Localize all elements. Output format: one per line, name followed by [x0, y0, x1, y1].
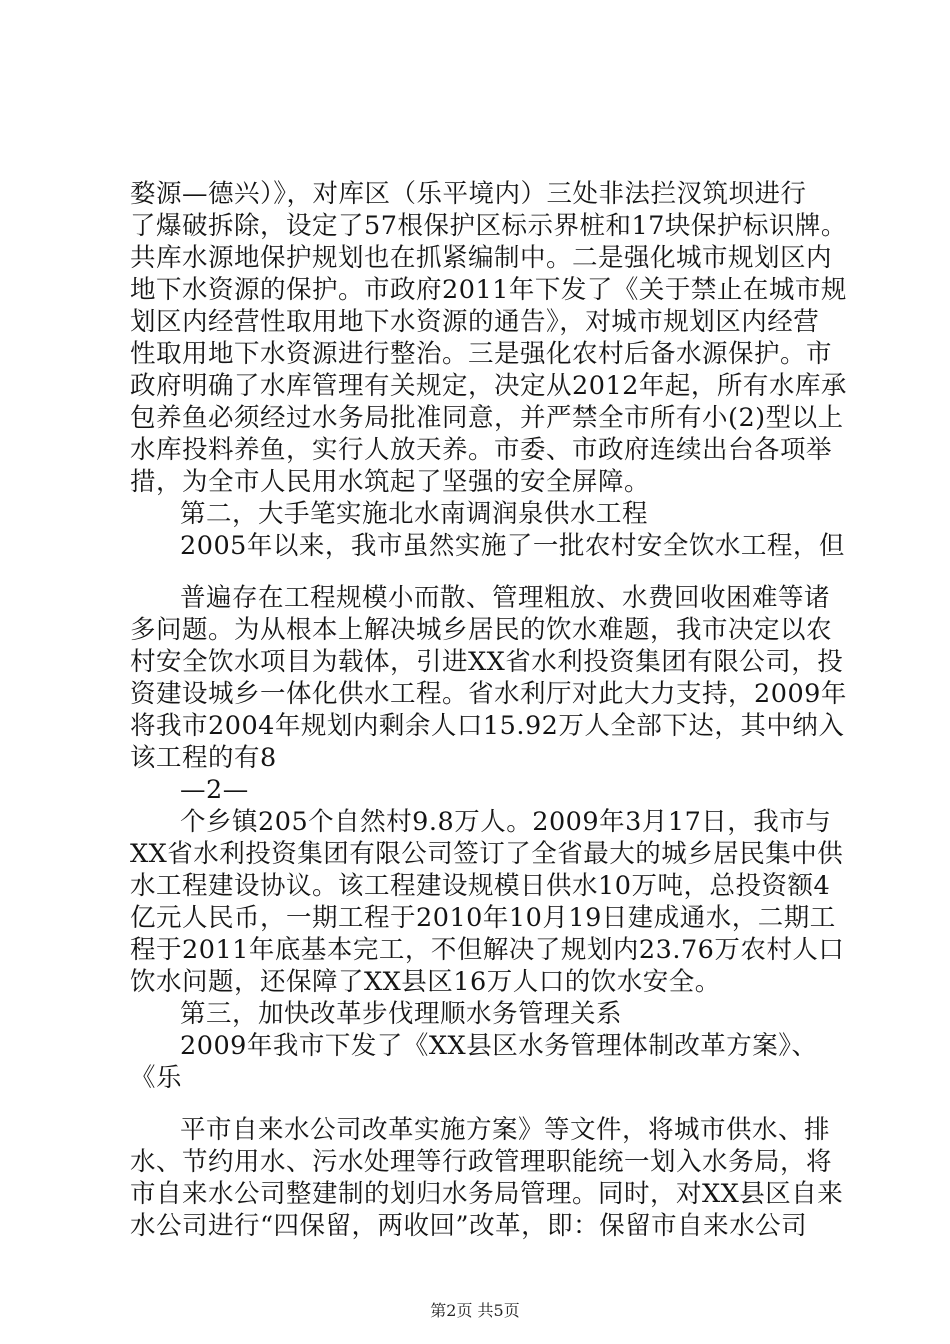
text-line: 政府明确了水库管理有关规定，决定从2012年起，所有水库承 [130, 371, 847, 401]
text-line: 了爆破拆除，设定了57根保护区标示界桩和17块保护标识牌。 [130, 211, 847, 241]
text-line: 市自来水公司整建制的划归水务局管理。同时，对XX县区自来 [130, 1179, 844, 1209]
section-heading: 第二，大手笔实施北水南调润泉供水工程 [180, 499, 649, 529]
text-line: 水、节约用水、污水处理等行政管理职能统一划入水务局，将 [130, 1147, 833, 1177]
text-line: 划区内经营性取用地下水资源的通告》，对城市规划区内经营 [130, 307, 820, 337]
text-line: 多问题。为从根本上解决城乡居民的饮水难题，我市决定以农 [130, 615, 833, 645]
text-line: 该工程的有8 [130, 743, 277, 773]
text-line: 平市自来水公司改革实施方案》等文件，将城市供水、排 [180, 1115, 831, 1145]
section-heading: 第三，加快改革步伐理顺水务管理关系 [180, 999, 623, 1029]
text-line: 村安全饮水项目为载体，引进XX省水利投资集团有限公司，投 [130, 647, 844, 677]
inline-page-number: —2— [180, 775, 249, 805]
text-line: 2005年以来，我市虽然实施了一批农村安全饮水工程，但 [180, 531, 845, 561]
text-line: 婺源—德兴）》，对库区（乐平境内）三处非法拦汊筑坝进行 [130, 179, 807, 209]
text-line: 水库投料养鱼，实行人放天养。市委、市政府连续出台各项举 [130, 435, 833, 465]
text-line: 共库水源地保护规划也在抓紧编制中。二是强化城市规划区内 [130, 243, 833, 273]
text-line: 2009年我市下发了《XX县区水务管理体制改革方案》、 [180, 1031, 818, 1061]
text-line: 《乐 [130, 1063, 183, 1093]
text-line: 水工程建设协议。该工程建设规模日供水10万吨，总投资额4 [130, 871, 831, 901]
text-line: 饮水问题，还保障了XX县区16万人口的饮水安全。 [130, 967, 721, 997]
text-line: 将我市2004年规划内剩余人口15.92万人全部下达，其中纳入 [130, 711, 845, 741]
text-line: 水公司进行“四保留，两收回”改革，即：保留市自来水公司 [130, 1211, 808, 1241]
text-line: 资建设城乡一体化供水工程。省水利厅对此大力支持，2009年 [130, 679, 847, 709]
page-footer: 第2页 共5页 [430, 1301, 520, 1320]
text-line: 措，为全市人民用水筑起了坚强的安全屏障。 [130, 467, 651, 497]
text-line: XX省水利投资集团有限公司签订了全省最大的城乡居民集中供 [130, 839, 844, 869]
text-line: 亿元人民币，一期工程于2010年10月19日建成通水，二期工 [130, 903, 836, 933]
text-line: 个乡镇205个自然村9.8万人。2009年3月17日，我市与 [180, 807, 832, 837]
text-line: 地下水资源的保护。市政府2011年下发了《关于禁止在城市规 [130, 275, 847, 305]
text-line: 程于2011年底基本完工，不但解决了规划内23.76万农村人口 [130, 935, 845, 965]
text-line: 性取用地下水资源进行整治。三是强化农村后备水源保护。市 [130, 339, 833, 369]
text-line: 普遍存在工程规模小而散、管理粗放、水费回收困难等诸 [180, 583, 831, 613]
text-line: 包养鱼必须经过水务局批准同意，并严禁全市所有小(2)型以上 [130, 403, 844, 433]
